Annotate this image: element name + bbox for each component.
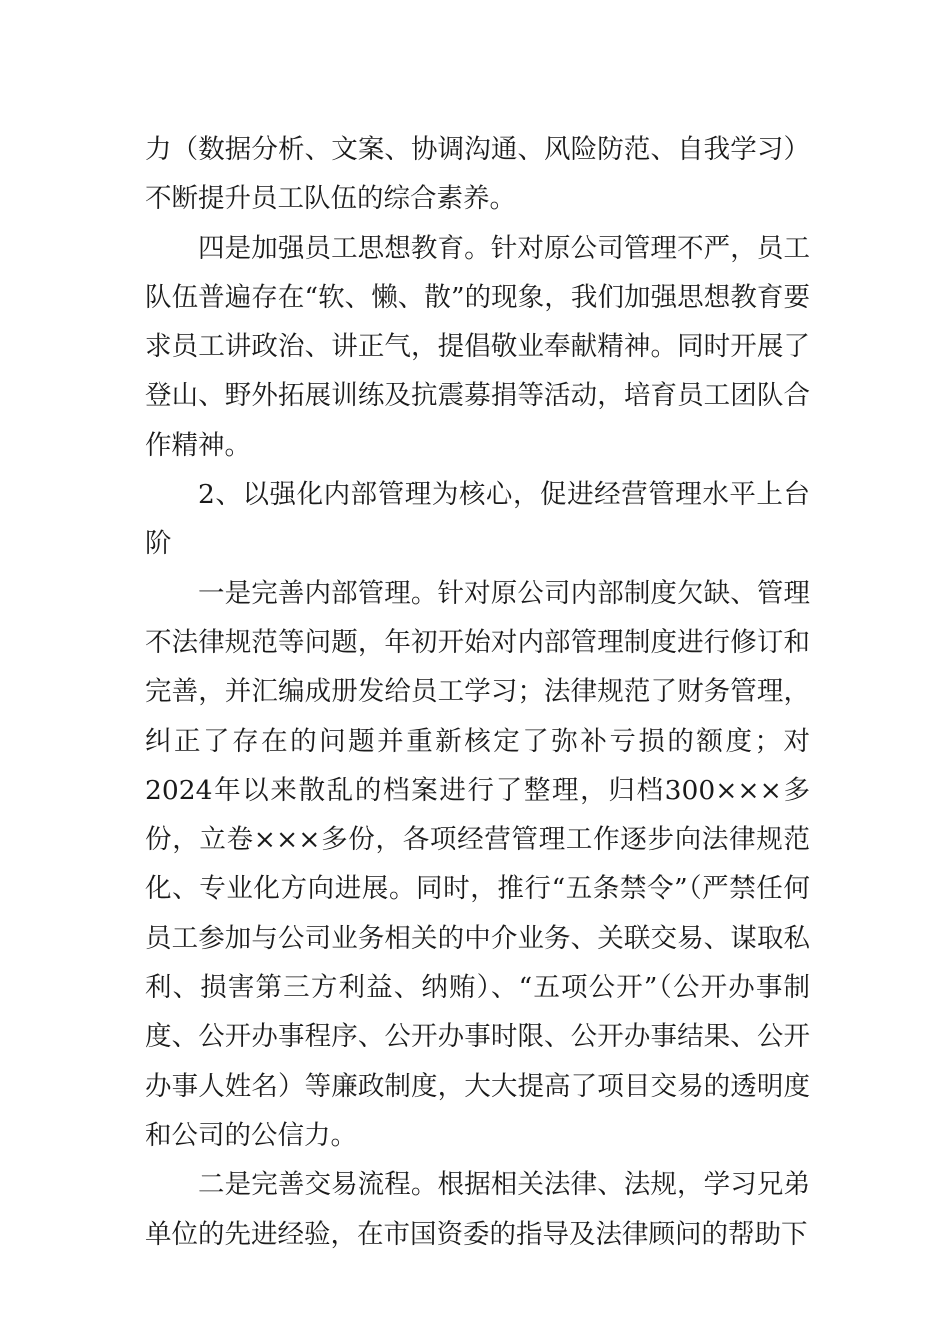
paragraph-4: 二是完善交易流程。根据相关法律、法规，学习兄弟单位的先进经验，在市国资委的指导及法律顾问的帮助下	[145, 1169, 810, 1250]
document-body	[145, 125, 810, 1259]
paragraph-2: 四是加强员工思想教育。针对原公司管理不严，员工队伍普遍存在“软、懒、散”的现象，我们加强思想教育要求员工讲政治、讲正气，提倡敬业奉献精神。同时开展了登山、野外拓展训练及抗震募捐等活动，培育员工团队合作精神。	[145, 232, 810, 461]
paragraph-1: 力（数据分析、文案、协调沟通、风险防范、自我学习）不断提升员工队伍的综合素养。	[145, 134, 810, 215]
section-heading: 2、以强化内部管理为核心，促进经营管理水平上台阶	[145, 479, 810, 560]
paragraph-3: 一是完善内部管理。针对原公司内部制度欠缺、管理不法律规范等问题，年初开始对内部管理制度进行修订和完善，并汇编成册发给员工学习；法律规范了财务管理，纠正了存在的问题并重新核定了弥补亏损的额度；对2024年以来散乱的档案进行了整理，归档300×××多份，立卷×××多份，各项经营管理工作逐步向法律规范化、专业化方向进展。同时，推行“五条禁令”（严禁任何员工参加与公司业务相关的中介业务、关联交易、谋取私利、损害第三方利益、纳贿）、“五项公开”（公开办事制度、公开办事程序、公开办事时限、公开办事结果、公开办事人姓名）等廉政制度，大大提高了项目交易的透明度和公司的公信力。	[145, 577, 810, 1151]
